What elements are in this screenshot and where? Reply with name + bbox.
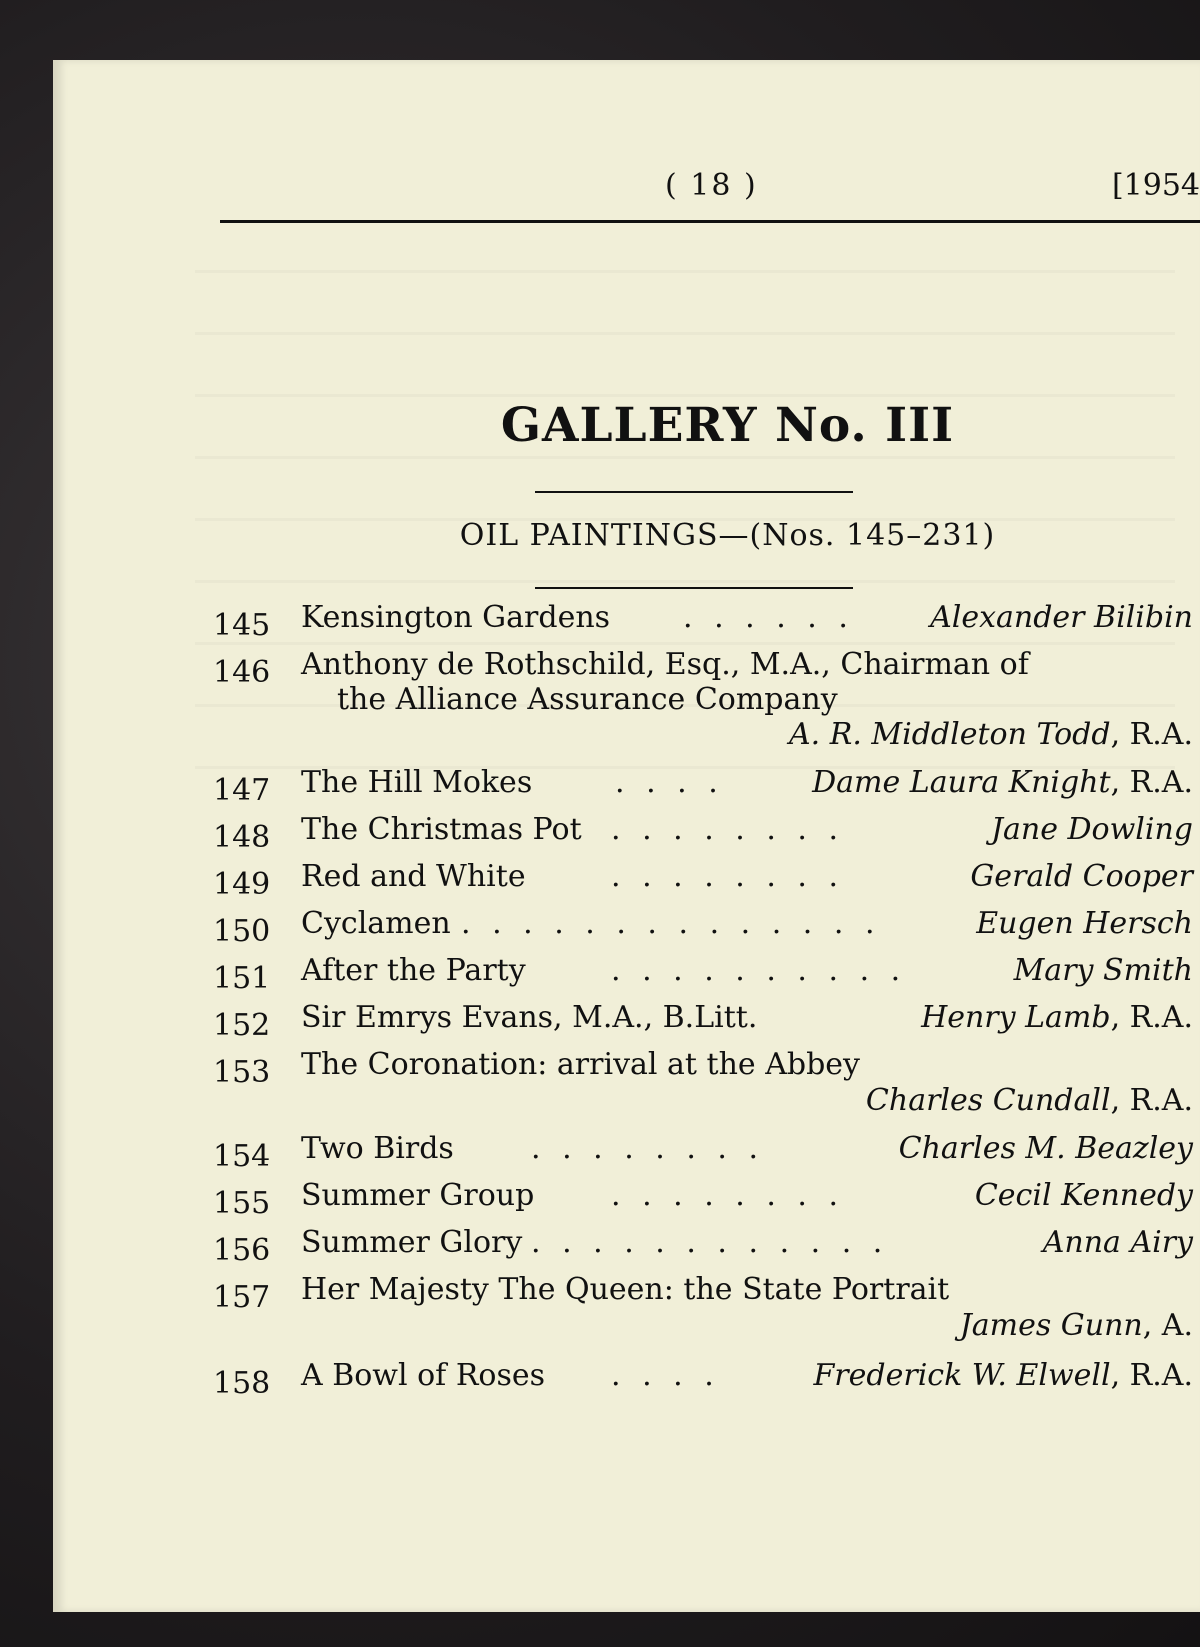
- entry-number: 152: [213, 1008, 271, 1043]
- list-item: [213, 953, 1193, 1000]
- list-item: [213, 1000, 1193, 1047]
- entry-number: 153: [213, 1055, 271, 1090]
- entry-artist: [812, 765, 1193, 800]
- title-rule-bottom: [535, 587, 853, 589]
- list-item: [213, 1131, 1193, 1178]
- leader-dots: . . . . . . . . . . . .: [531, 1225, 889, 1260]
- artist-suffix: , A.: [1142, 1308, 1193, 1343]
- artist-name: Jane Dowling: [990, 812, 1193, 847]
- page-number: ( 18 ): [665, 168, 758, 203]
- leader-dots: . . . . . .: [683, 600, 854, 635]
- entry-artist: [976, 906, 1193, 941]
- leader-dots: . . . .: [611, 1358, 720, 1393]
- artist-name: Alexander Bilibin: [930, 600, 1193, 635]
- entry-number: 154: [213, 1139, 271, 1174]
- entry-title: Her Majesty The Queen: the State Portrait: [301, 1272, 950, 1307]
- list-item: [213, 1047, 1193, 1131]
- artist-suffix: , R.A.: [1110, 717, 1193, 752]
- entry-number: 146: [213, 655, 271, 690]
- header-rule: [220, 220, 1200, 223]
- entry-title: The Coronation: arrival at the Abbey: [301, 1047, 860, 1082]
- entry-artist: [899, 1131, 1193, 1166]
- entry-number: 158: [213, 1366, 271, 1401]
- entry-artist: [970, 859, 1193, 894]
- leader-dots: . . . . . . . .: [531, 1131, 765, 1166]
- entry-number: 157: [213, 1280, 271, 1315]
- entry-title: Sir Emrys Evans, M.A., B.Litt.: [301, 1000, 758, 1035]
- artist-name: Eugen Hersch: [976, 906, 1193, 941]
- entry-title: The Hill Mokes: [301, 765, 533, 800]
- entry-number: 151: [213, 961, 271, 996]
- artist-name: Henry Lamb: [921, 1000, 1111, 1035]
- list-item: [213, 1225, 1193, 1272]
- entry-title: Red and White: [301, 859, 526, 894]
- artist-name: Charles M. Beazley: [898, 1131, 1193, 1166]
- entry-number: 147: [213, 773, 271, 808]
- title-rule-top: [535, 491, 853, 493]
- artist-suffix: , R.A.: [1110, 1083, 1193, 1118]
- leader-dots: . . . .: [615, 765, 724, 800]
- section-title: OIL PAINTINGS—(Nos. 145–231): [459, 518, 996, 553]
- artist-name: James Gunn: [959, 1308, 1143, 1343]
- entry-artist: [1014, 953, 1193, 988]
- entry-title: Summer Group: [301, 1178, 535, 1213]
- leader-dots: . . . . . . . . . .: [611, 953, 907, 988]
- entry-title: The Christmas Pot: [301, 812, 582, 847]
- entry-artist: [930, 600, 1193, 635]
- entry-number: 155: [213, 1186, 271, 1221]
- artist-name: Anna Airy: [1042, 1225, 1193, 1260]
- leader-dots: . . . . . . . . . . . . . .: [461, 906, 881, 941]
- artist-name: Frederick W. Elwell: [813, 1358, 1111, 1393]
- artist-suffix: , R.A.: [1110, 765, 1193, 800]
- catalogue-page: [55, 60, 1200, 1612]
- entry-number: 145: [213, 608, 271, 643]
- entry-artist: [991, 812, 1193, 847]
- year-marker: [1954: [1111, 168, 1200, 203]
- artist-name: Cecil Kennedy: [974, 1178, 1193, 1213]
- gallery-title: GALLERY No. III: [500, 398, 955, 453]
- leader-dots: . . . . . . . .: [611, 1178, 845, 1213]
- list-item: [213, 859, 1193, 906]
- list-item: [213, 906, 1193, 953]
- entry-artist: [1043, 1225, 1193, 1260]
- list-item: [213, 765, 1193, 812]
- entry-number: 148: [213, 820, 271, 855]
- entry-title: Two Birds: [301, 1131, 454, 1166]
- artist-name: A. R. Middleton Todd: [789, 717, 1111, 752]
- entry-title: Cyclamen: [301, 906, 451, 941]
- page-header: [220, 168, 1200, 210]
- entry-title: After the Party: [301, 953, 526, 988]
- list-item: [213, 1358, 1193, 1405]
- list-item: [213, 600, 1193, 647]
- list-item: [213, 812, 1193, 859]
- entry-title: A Bowl of Roses: [301, 1358, 546, 1393]
- entry-artist: [789, 717, 1193, 752]
- list-item: [213, 1272, 1193, 1358]
- entry-number: 149: [213, 867, 271, 902]
- leader-dots: . . . . . . . .: [611, 812, 845, 847]
- leader-dots: . . . . . . . .: [611, 859, 845, 894]
- artist-name: Charles Cundall: [865, 1083, 1111, 1118]
- entry-title: Summer Glory: [301, 1225, 523, 1260]
- list-item: [213, 647, 1193, 765]
- entry-artist: [813, 1358, 1193, 1393]
- entry-title-continued: the Alliance Assurance Company: [337, 682, 838, 717]
- entry-number: 156: [213, 1233, 271, 1268]
- entry-title: Anthony de Rothschild, Esq., M.A., Chairman of: [301, 647, 1029, 682]
- artist-name: Mary Smith: [1013, 953, 1193, 988]
- entry-title: Kensington Gardens: [301, 600, 611, 635]
- entry-artist: [866, 1083, 1193, 1118]
- painting-list: [213, 600, 1193, 1405]
- entry-artist: [921, 1000, 1193, 1035]
- artist-suffix: , R.A.: [1110, 1358, 1193, 1393]
- entry-number: 150: [213, 914, 271, 949]
- artist-name: Dame Laura Knight: [812, 765, 1111, 800]
- entry-artist: [975, 1178, 1193, 1213]
- artist-name: Gerald Cooper: [970, 859, 1193, 894]
- entry-artist: [960, 1308, 1193, 1343]
- list-item: [213, 1178, 1193, 1225]
- artist-suffix: , R.A.: [1110, 1000, 1193, 1035]
